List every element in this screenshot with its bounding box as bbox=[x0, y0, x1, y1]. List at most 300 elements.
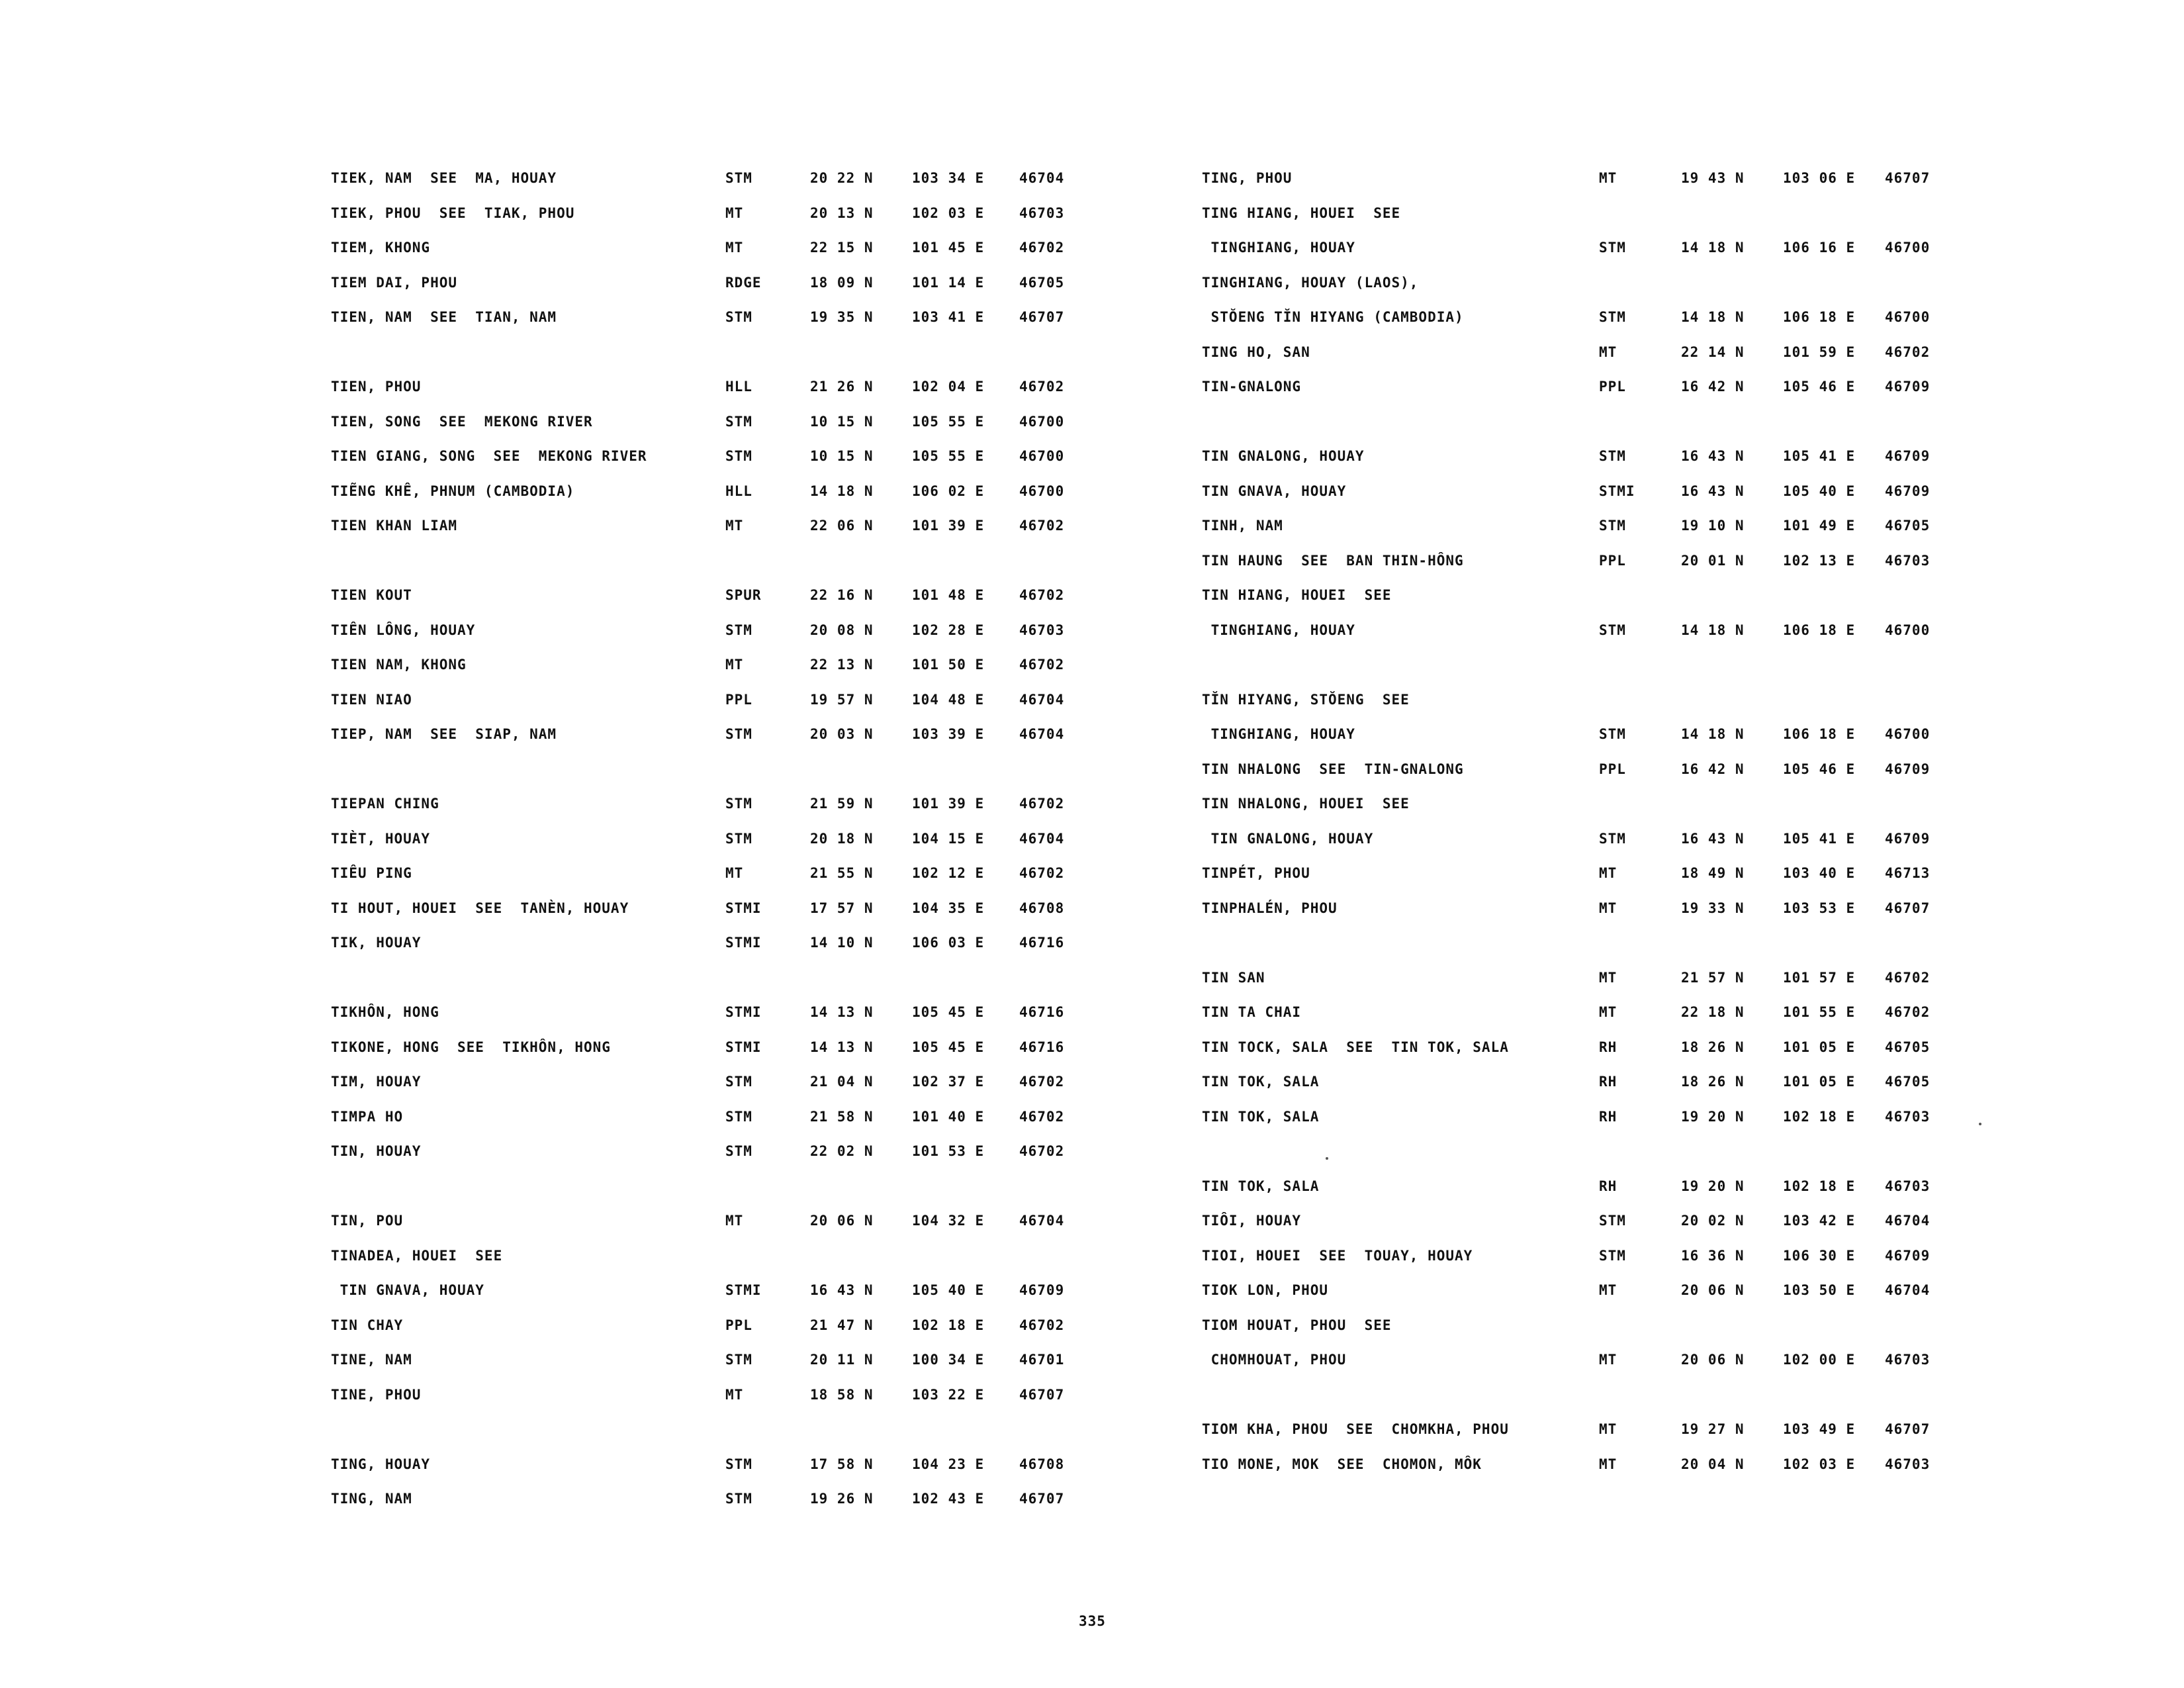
longitude: 102 18 E bbox=[912, 1317, 985, 1333]
sheet-number: 46703 bbox=[1885, 1178, 1931, 1194]
place-name: TIEK, NAM SEE MA, HOUAY bbox=[331, 170, 557, 186]
place-name: TIOK LON, PHOU bbox=[1202, 1282, 1329, 1298]
sheet-number: 46700 bbox=[1885, 240, 1931, 256]
place-name: TIN HAUNG SEE BAN THIN-HÔNG bbox=[1202, 552, 1464, 569]
sheet-number: 46702 bbox=[1019, 1108, 1065, 1125]
latitude: 19 26 N bbox=[810, 1491, 874, 1507]
latitude: 16 43 N bbox=[810, 1282, 874, 1298]
feature-code: STM bbox=[1599, 1247, 1626, 1264]
place-name: TINE, PHOU bbox=[331, 1386, 422, 1403]
feature-code: MT bbox=[1599, 865, 1617, 881]
feature-code: RDGE bbox=[725, 274, 762, 291]
longitude: 101 39 E bbox=[912, 796, 985, 812]
place-name: TIEN, NAM SEE TIAN, NAM bbox=[331, 309, 557, 325]
place-name: TIN-GNALONG bbox=[1202, 379, 1302, 395]
longitude: 104 35 E bbox=[912, 900, 985, 916]
sheet-number: 46702 bbox=[1019, 796, 1065, 812]
place-name: TINPHALÉN, PHOU bbox=[1202, 900, 1338, 916]
feature-code: MT bbox=[725, 518, 744, 534]
feature-code: STM bbox=[725, 170, 752, 186]
feature-code: MT bbox=[1599, 170, 1617, 186]
latitude: 19 20 N bbox=[1681, 1178, 1745, 1194]
latitude: 14 13 N bbox=[810, 1004, 874, 1020]
longitude: 102 18 E bbox=[1783, 1108, 1856, 1125]
sheet-number: 46702 bbox=[1019, 865, 1065, 881]
feature-code: STM bbox=[725, 413, 752, 430]
place-name: TIEN KOUT bbox=[331, 587, 412, 603]
feature-code: MT bbox=[725, 240, 744, 256]
sheet-number: 46704 bbox=[1019, 691, 1065, 708]
latitude: 19 27 N bbox=[1681, 1421, 1745, 1437]
feature-code: STM bbox=[1599, 518, 1626, 534]
latitude: 14 10 N bbox=[810, 935, 874, 951]
longitude: 101 05 E bbox=[1783, 1039, 1856, 1055]
latitude: 16 42 N bbox=[1681, 761, 1745, 777]
longitude: 105 45 E bbox=[912, 1039, 985, 1055]
longitude: 105 46 E bbox=[1783, 761, 1856, 777]
feature-code: MT bbox=[1599, 1282, 1617, 1298]
sheet-number: 46702 bbox=[1019, 657, 1065, 673]
longitude: 102 28 E bbox=[912, 622, 985, 638]
feature-code: RH bbox=[1599, 1039, 1617, 1055]
longitude: 102 00 E bbox=[1783, 1352, 1856, 1368]
place-name: TINH, NAM bbox=[1202, 518, 1283, 534]
place-name: TIEN NIAO bbox=[331, 691, 412, 708]
feature-code: STM bbox=[725, 1491, 752, 1507]
place-name: TINGHIANG, HOUAY bbox=[1202, 240, 1355, 256]
longitude: 103 39 E bbox=[912, 726, 985, 742]
sheet-number: 46703 bbox=[1885, 552, 1931, 569]
latitude: 22 13 N bbox=[810, 657, 874, 673]
sheet-number: 46707 bbox=[1019, 309, 1065, 325]
feature-code: STM bbox=[725, 1456, 752, 1472]
sheet-number: 46705 bbox=[1885, 518, 1931, 534]
feature-code: MT bbox=[1599, 1352, 1617, 1368]
place-name: TING HO, SAN bbox=[1202, 344, 1310, 360]
place-name: TIN SAN bbox=[1202, 969, 1265, 986]
feature-code: STMI bbox=[725, 900, 762, 916]
sheet-number: 46701 bbox=[1019, 1352, 1065, 1368]
feature-code: HLL bbox=[725, 379, 752, 395]
longitude: 102 13 E bbox=[1783, 552, 1856, 569]
sheet-number: 46709 bbox=[1885, 483, 1931, 499]
longitude: 106 18 E bbox=[1783, 309, 1856, 325]
longitude: 102 37 E bbox=[912, 1074, 985, 1090]
place-name: TIN GNAVA, HOUAY bbox=[1202, 483, 1347, 499]
feature-code: MT bbox=[1599, 344, 1617, 360]
longitude: 102 04 E bbox=[912, 379, 985, 395]
feature-code: SPUR bbox=[725, 587, 762, 603]
longitude: 105 46 E bbox=[1783, 379, 1856, 395]
sheet-number: 46716 bbox=[1019, 1039, 1065, 1055]
longitude: 103 40 E bbox=[1783, 865, 1856, 881]
latitude: 16 43 N bbox=[1681, 830, 1745, 847]
place-name: TIN TOK, SALA bbox=[1202, 1108, 1320, 1125]
latitude: 18 49 N bbox=[1681, 865, 1745, 881]
longitude: 106 18 E bbox=[1783, 622, 1856, 638]
latitude: 21 26 N bbox=[810, 379, 874, 395]
latitude: 22 16 N bbox=[810, 587, 874, 603]
latitude: 21 59 N bbox=[810, 796, 874, 812]
longitude: 106 03 E bbox=[912, 935, 985, 951]
feature-code: STM bbox=[725, 726, 752, 742]
feature-code: STM bbox=[725, 830, 752, 847]
place-name: TING, PHOU bbox=[1202, 170, 1293, 186]
longitude: 103 06 E bbox=[1783, 170, 1856, 186]
place-name: TIK, HOUAY bbox=[331, 935, 422, 951]
latitude: 14 18 N bbox=[1681, 726, 1745, 742]
feature-code: MT bbox=[1599, 900, 1617, 916]
sheet-number: 46700 bbox=[1885, 726, 1931, 742]
latitude: 17 58 N bbox=[810, 1456, 874, 1472]
sheet-number: 46716 bbox=[1019, 1004, 1065, 1020]
sheet-number: 46702 bbox=[1019, 1074, 1065, 1090]
sheet-number: 46707 bbox=[1885, 900, 1931, 916]
sheet-number: 46702 bbox=[1019, 518, 1065, 534]
feature-code: RH bbox=[1599, 1108, 1617, 1125]
feature-code: STMI bbox=[725, 1039, 762, 1055]
sheet-number: 46702 bbox=[1019, 1317, 1065, 1333]
latitude: 14 13 N bbox=[810, 1039, 874, 1055]
sheet-number: 46702 bbox=[1019, 587, 1065, 603]
sheet-number: 46703 bbox=[1019, 622, 1065, 638]
place-name: TIN, HOUAY bbox=[331, 1143, 422, 1159]
latitude: 18 58 N bbox=[810, 1386, 874, 1403]
longitude: 101 14 E bbox=[912, 274, 985, 291]
latitude: 19 57 N bbox=[810, 691, 874, 708]
sheet-number: 46709 bbox=[1019, 1282, 1065, 1298]
latitude: 19 35 N bbox=[810, 309, 874, 325]
place-name: TIEN KHAN LIAM bbox=[331, 518, 458, 534]
longitude: 104 23 E bbox=[912, 1456, 985, 1472]
longitude: 103 53 E bbox=[1783, 900, 1856, 916]
longitude: 100 34 E bbox=[912, 1352, 985, 1368]
longitude: 103 42 E bbox=[1783, 1213, 1856, 1229]
longitude: 103 41 E bbox=[912, 309, 985, 325]
feature-code: STM bbox=[1599, 726, 1626, 742]
place-name: TIN TA CHAI bbox=[1202, 1004, 1302, 1020]
latitude: 16 36 N bbox=[1681, 1247, 1745, 1264]
longitude: 101 49 E bbox=[1783, 518, 1856, 534]
latitude: 20 03 N bbox=[810, 726, 874, 742]
longitude: 105 45 E bbox=[912, 1004, 985, 1020]
feature-code: STM bbox=[1599, 309, 1626, 325]
place-name: TIN CHAY bbox=[331, 1317, 404, 1333]
place-name: TIN NHALONG, HOUEI SEE bbox=[1202, 796, 1410, 812]
feature-code: STMI bbox=[725, 1004, 762, 1020]
sheet-number: 46704 bbox=[1019, 830, 1065, 847]
place-name: TINADEA, HOUEI SEE bbox=[331, 1247, 503, 1264]
latitude: 14 18 N bbox=[1681, 622, 1745, 638]
longitude: 101 48 E bbox=[912, 587, 985, 603]
sheet-number: 46700 bbox=[1885, 622, 1931, 638]
feature-code: MT bbox=[725, 1386, 744, 1403]
feature-code: MT bbox=[725, 865, 744, 881]
feature-code: STM bbox=[725, 1143, 752, 1159]
feature-code: STMI bbox=[725, 1282, 762, 1298]
sheet-number: 46708 bbox=[1019, 900, 1065, 916]
latitude: 20 18 N bbox=[810, 830, 874, 847]
latitude: 14 18 N bbox=[1681, 240, 1745, 256]
longitude: 102 18 E bbox=[1783, 1178, 1856, 1194]
feature-code: STM bbox=[725, 622, 752, 638]
feature-code: STM bbox=[725, 448, 752, 464]
sheet-number: 46705 bbox=[1019, 274, 1065, 291]
longitude: 102 43 E bbox=[912, 1491, 985, 1507]
place-name: TIN GNALONG, HOUAY bbox=[1202, 448, 1365, 464]
longitude: 104 48 E bbox=[912, 691, 985, 708]
longitude: 101 45 E bbox=[912, 240, 985, 256]
place-name: TIEN, SONG SEE MEKONG RIVER bbox=[331, 413, 593, 430]
scan-speck bbox=[1979, 1123, 1981, 1125]
latitude: 20 06 N bbox=[1681, 1352, 1745, 1368]
feature-code: MT bbox=[725, 1213, 744, 1229]
place-name: TIEPAN CHING bbox=[331, 796, 439, 812]
place-name: TIN TOCK, SALA SEE TIN TOK, SALA bbox=[1202, 1039, 1509, 1055]
sheet-number: 46704 bbox=[1885, 1282, 1931, 1298]
longitude: 103 22 E bbox=[912, 1386, 985, 1403]
latitude: 20 11 N bbox=[810, 1352, 874, 1368]
feature-code: PPL bbox=[725, 1317, 752, 1333]
place-name: STŎENG TĬN HIYANG (CAMBODIA) bbox=[1202, 309, 1464, 325]
feature-code: STM bbox=[1599, 240, 1626, 256]
sheet-number: 46705 bbox=[1885, 1039, 1931, 1055]
longitude: 102 12 E bbox=[912, 865, 985, 881]
place-name: TIN HIANG, HOUEI SEE bbox=[1202, 587, 1392, 603]
place-name: CHOMHOUAT, PHOU bbox=[1202, 1352, 1347, 1368]
longitude: 105 40 E bbox=[1783, 483, 1856, 499]
latitude: 19 33 N bbox=[1681, 900, 1745, 916]
sheet-number: 46703 bbox=[1885, 1352, 1931, 1368]
place-name: TIN GNALONG, HOUAY bbox=[1202, 830, 1374, 847]
longitude: 101 59 E bbox=[1783, 344, 1856, 360]
latitude: 20 08 N bbox=[810, 622, 874, 638]
place-name: TIÊU PING bbox=[331, 865, 412, 881]
longitude: 105 55 E bbox=[912, 413, 985, 430]
feature-code: RH bbox=[1599, 1074, 1617, 1090]
place-name: TIN NHALONG SEE TIN-GNALONG bbox=[1202, 761, 1464, 777]
sheet-number: 46708 bbox=[1019, 1456, 1065, 1472]
sheet-number: 46703 bbox=[1019, 205, 1065, 221]
latitude: 18 09 N bbox=[810, 274, 874, 291]
feature-code: PPL bbox=[1599, 552, 1626, 569]
latitude: 14 18 N bbox=[810, 483, 874, 499]
longitude: 105 55 E bbox=[912, 448, 985, 464]
sheet-number: 46704 bbox=[1885, 1213, 1931, 1229]
sheet-number: 46709 bbox=[1885, 448, 1931, 464]
place-name: TIMPA HO bbox=[331, 1108, 404, 1125]
latitude: 22 02 N bbox=[810, 1143, 874, 1159]
feature-code: STMI bbox=[725, 935, 762, 951]
feature-code: MT bbox=[725, 205, 744, 221]
place-name: TIOM HOUAT, PHOU SEE bbox=[1202, 1317, 1392, 1333]
feature-code: MT bbox=[1599, 1004, 1617, 1020]
place-name: TIEN, PHOU bbox=[331, 379, 422, 395]
longitude: 101 53 E bbox=[912, 1143, 985, 1159]
feature-code: PPL bbox=[1599, 379, 1626, 395]
latitude: 20 02 N bbox=[1681, 1213, 1745, 1229]
latitude: 20 04 N bbox=[1681, 1456, 1745, 1472]
latitude: 16 43 N bbox=[1681, 448, 1745, 464]
longitude: 106 02 E bbox=[912, 483, 985, 499]
place-name: TIEP, NAM SEE SIAP, NAM bbox=[331, 726, 557, 742]
feature-code: STM bbox=[725, 796, 752, 812]
feature-code: STM bbox=[1599, 1213, 1626, 1229]
place-name: TIÈT, HOUAY bbox=[331, 830, 431, 847]
place-name: TIN TOK, SALA bbox=[1202, 1178, 1320, 1194]
longitude: 104 15 E bbox=[912, 830, 985, 847]
latitude: 21 58 N bbox=[810, 1108, 874, 1125]
place-name: TIO MONE, MOK SEE CHOMON, MÔK bbox=[1202, 1456, 1482, 1472]
place-name: TIEK, PHOU SEE TIAK, PHOU bbox=[331, 205, 575, 221]
place-name: TIKONE, HONG SEE TIKHÔN, HONG bbox=[331, 1039, 611, 1055]
sheet-number: 46709 bbox=[1885, 761, 1931, 777]
feature-code: MT bbox=[1599, 969, 1617, 986]
feature-code: STM bbox=[725, 1352, 752, 1368]
feature-code: STMI bbox=[1599, 483, 1635, 499]
place-name: TIÔI, HOUAY bbox=[1202, 1213, 1302, 1229]
longitude: 106 18 E bbox=[1783, 726, 1856, 742]
feature-code: RH bbox=[1599, 1178, 1617, 1194]
feature-code: MT bbox=[1599, 1421, 1617, 1437]
sheet-number: 46700 bbox=[1019, 448, 1065, 464]
latitude: 20 06 N bbox=[810, 1213, 874, 1229]
page-number: 335 bbox=[1079, 1613, 1106, 1629]
latitude: 19 20 N bbox=[1681, 1108, 1745, 1125]
place-name: TINPÉT, PHOU bbox=[1202, 865, 1310, 881]
sheet-number: 46703 bbox=[1885, 1456, 1931, 1472]
latitude: 16 42 N bbox=[1681, 379, 1745, 395]
feature-code: MT bbox=[1599, 1456, 1617, 1472]
longitude: 105 41 E bbox=[1783, 830, 1856, 847]
place-name: TIM, HOUAY bbox=[331, 1074, 422, 1090]
sheet-number: 46700 bbox=[1019, 413, 1065, 430]
sheet-number: 46700 bbox=[1885, 309, 1931, 325]
place-name: TIN, POU bbox=[331, 1213, 404, 1229]
sheet-number: 46705 bbox=[1885, 1074, 1931, 1090]
latitude: 21 57 N bbox=[1681, 969, 1745, 986]
place-name: TIN GNAVA, HOUAY bbox=[331, 1282, 484, 1298]
sheet-number: 46716 bbox=[1019, 935, 1065, 951]
place-name: TINGHIANG, HOUAY bbox=[1202, 726, 1355, 742]
place-name: TING, NAM bbox=[331, 1491, 412, 1507]
longitude: 106 16 E bbox=[1783, 240, 1856, 256]
sheet-number: 46704 bbox=[1019, 726, 1065, 742]
sheet-number: 46707 bbox=[1019, 1386, 1065, 1403]
place-name: TINE, NAM bbox=[331, 1352, 412, 1368]
place-name: TIEM DAI, PHOU bbox=[331, 274, 458, 291]
latitude: 18 26 N bbox=[1681, 1039, 1745, 1055]
sheet-number: 46709 bbox=[1885, 830, 1931, 847]
longitude: 103 50 E bbox=[1783, 1282, 1856, 1298]
feature-code: STM bbox=[1599, 622, 1626, 638]
feature-code: PPL bbox=[725, 691, 752, 708]
latitude: 20 01 N bbox=[1681, 552, 1745, 569]
feature-code: PPL bbox=[1599, 761, 1626, 777]
longitude: 101 50 E bbox=[912, 657, 985, 673]
sheet-number: 46702 bbox=[1885, 969, 1931, 986]
longitude: 104 32 E bbox=[912, 1213, 985, 1229]
latitude: 21 55 N bbox=[810, 865, 874, 881]
feature-code: HLL bbox=[725, 483, 752, 499]
feature-code: MT bbox=[725, 657, 744, 673]
place-name: TIOM KHA, PHOU SEE CHOMKHA, PHOU bbox=[1202, 1421, 1509, 1437]
longitude: 101 55 E bbox=[1783, 1004, 1856, 1020]
latitude: 21 47 N bbox=[810, 1317, 874, 1333]
place-name: TIẼNG KHÊ, PHNUM (CAMBODIA) bbox=[331, 483, 575, 499]
place-name: TIÊN LÔNG, HOUAY bbox=[331, 622, 476, 638]
sheet-number: 46707 bbox=[1885, 170, 1931, 186]
place-name: TING, HOUAY bbox=[331, 1456, 431, 1472]
latitude: 10 15 N bbox=[810, 413, 874, 430]
longitude: 105 41 E bbox=[1783, 448, 1856, 464]
scan-speck bbox=[1326, 1157, 1328, 1160]
sheet-number: 46703 bbox=[1885, 1108, 1931, 1125]
longitude: 105 40 E bbox=[912, 1282, 985, 1298]
place-name: TĬN HIYANG, STŎENG SEE bbox=[1202, 691, 1410, 708]
feature-code: STM bbox=[1599, 830, 1626, 847]
place-name: TINGHIANG, HOUAY bbox=[1202, 622, 1355, 638]
sheet-number: 46702 bbox=[1019, 240, 1065, 256]
latitude: 21 04 N bbox=[810, 1074, 874, 1090]
latitude: 17 57 N bbox=[810, 900, 874, 916]
place-name: TINGHIANG, HOUAY (LAOS), bbox=[1202, 274, 1419, 291]
place-name: TIEN GIANG, SONG SEE MEKONG RIVER bbox=[331, 448, 647, 464]
latitude: 22 06 N bbox=[810, 518, 874, 534]
longitude: 106 30 E bbox=[1783, 1247, 1856, 1264]
place-name: TI HOUT, HOUEI SEE TANÈN, HOUAY bbox=[331, 900, 629, 916]
place-name: TIEN NAM, KHONG bbox=[331, 657, 467, 673]
feature-code: STM bbox=[725, 309, 752, 325]
longitude: 101 39 E bbox=[912, 518, 985, 534]
sheet-number: 46709 bbox=[1885, 379, 1931, 395]
longitude: 102 03 E bbox=[1783, 1456, 1856, 1472]
feature-code: STM bbox=[1599, 448, 1626, 464]
longitude: 101 57 E bbox=[1783, 969, 1856, 986]
sheet-number: 46702 bbox=[1885, 1004, 1931, 1020]
latitude: 16 43 N bbox=[1681, 483, 1745, 499]
latitude: 22 14 N bbox=[1681, 344, 1745, 360]
sheet-number: 46713 bbox=[1885, 865, 1931, 881]
sheet-number: 46702 bbox=[1019, 379, 1065, 395]
place-name: TIOI, HOUEI SEE TOUAY, HOUAY bbox=[1202, 1247, 1473, 1264]
sheet-number: 46704 bbox=[1019, 170, 1065, 186]
latitude: 22 18 N bbox=[1681, 1004, 1745, 1020]
place-name: TIEM, KHONG bbox=[331, 240, 431, 256]
latitude: 20 13 N bbox=[810, 205, 874, 221]
longitude: 103 49 E bbox=[1783, 1421, 1856, 1437]
place-name: TIKHÔN, HONG bbox=[331, 1004, 439, 1020]
feature-code: STM bbox=[725, 1108, 752, 1125]
sheet-number: 46709 bbox=[1885, 1247, 1931, 1264]
latitude: 20 06 N bbox=[1681, 1282, 1745, 1298]
sheet-number: 46707 bbox=[1019, 1491, 1065, 1507]
sheet-number: 46702 bbox=[1019, 1143, 1065, 1159]
feature-code: STM bbox=[725, 1074, 752, 1090]
longitude: 101 05 E bbox=[1783, 1074, 1856, 1090]
latitude: 19 10 N bbox=[1681, 518, 1745, 534]
latitude: 22 15 N bbox=[810, 240, 874, 256]
sheet-number: 46704 bbox=[1019, 1213, 1065, 1229]
longitude: 101 40 E bbox=[912, 1108, 985, 1125]
latitude: 19 43 N bbox=[1681, 170, 1745, 186]
longitude: 102 03 E bbox=[912, 205, 985, 221]
latitude: 10 15 N bbox=[810, 448, 874, 464]
latitude: 18 26 N bbox=[1681, 1074, 1745, 1090]
sheet-number: 46700 bbox=[1019, 483, 1065, 499]
longitude: 103 34 E bbox=[912, 170, 985, 186]
sheet-number: 46707 bbox=[1885, 1421, 1931, 1437]
